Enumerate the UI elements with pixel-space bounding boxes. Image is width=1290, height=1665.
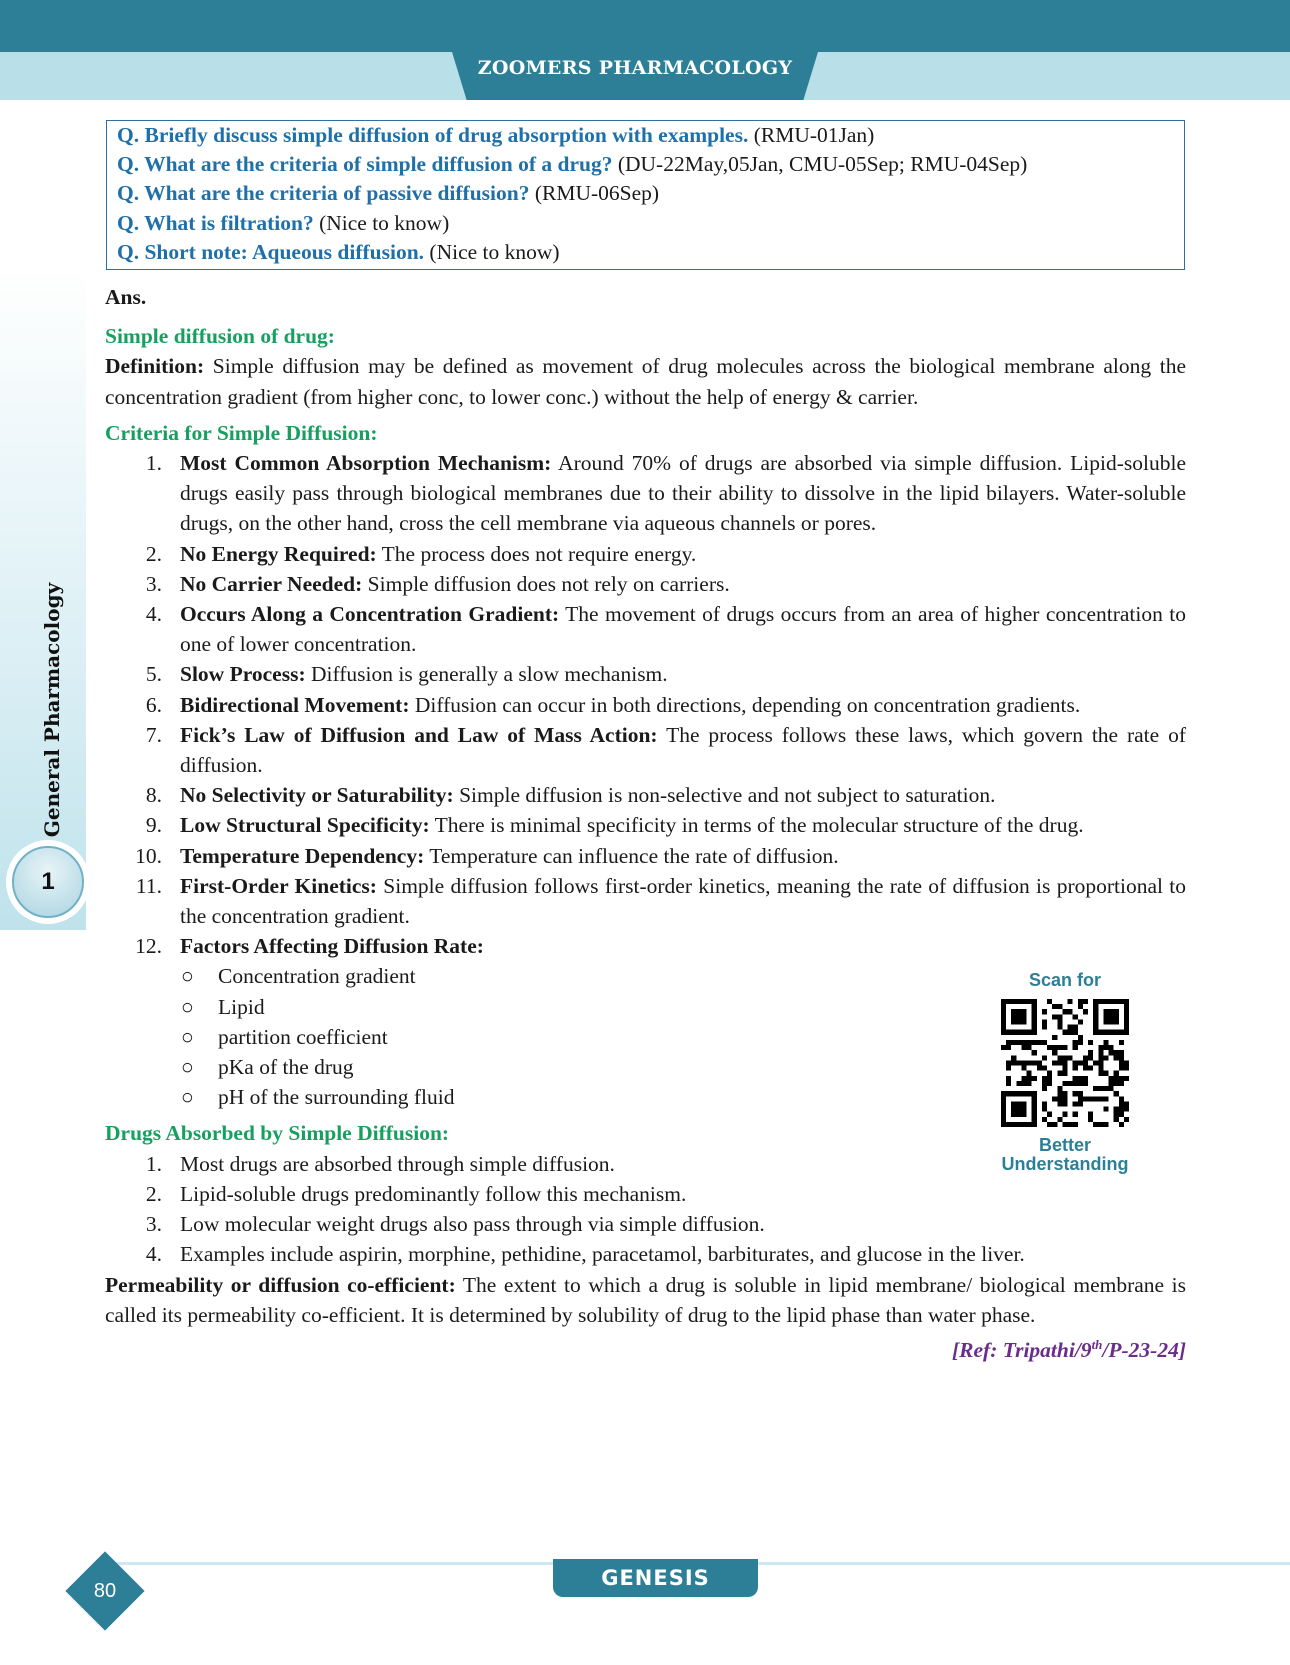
item-text: partition coefficient <box>218 1024 388 1049</box>
list-item <box>105 569 1186 599</box>
question-line <box>117 121 1184 150</box>
item-text: Around 70% of drugs are absorbed via simple diffusion. Lipid-soluble drugs easily pass through biological membranes due to their ability to dissolve in the lipid bilayers. Water-soluble drugs, on the other hand, cross the cell membrane via aqueous channels or pores. <box>180 451 1186 536</box>
item-text: The process does not require energy. <box>376 541 697 566</box>
book-title: ZOOMERS PHARMACOLOGY <box>477 57 793 79</box>
item-label: Factors Affecting Diffusion Rate: <box>180 934 484 959</box>
item-number: 7. <box>145 722 162 747</box>
qr-caption-top: Scan for <box>1028 970 1102 990</box>
item-number: 3. <box>145 571 162 596</box>
header-top-bar <box>0 0 1290 52</box>
item-text: The process follows these laws, which govern the rate of diffusion. <box>180 722 1186 778</box>
item-label: Slow Process: <box>180 662 306 687</box>
question-text: Q. Briefly discuss simple diffusion of drug absorption with examples. <box>117 123 749 147</box>
item-text: Simple diffusion does not rely on carriers. <box>362 571 730 596</box>
page-number: 80 <box>93 1580 117 1602</box>
answer-content <box>105 282 1186 1365</box>
reference-superscript: th <box>1091 1336 1103 1352</box>
item-text: Examples include aspirin, morphine, pethidine, paracetamol, barbiturates, and glucose in the liver. <box>180 1242 1025 1267</box>
bullet-icon: ○ <box>181 994 194 1019</box>
question-source: (Nice to know) <box>313 210 450 235</box>
item-text: Lipid <box>218 994 265 1019</box>
list-item <box>105 659 1186 689</box>
permeability-paragraph <box>105 1270 1186 1330</box>
item-label: No Carrier Needed: <box>180 571 363 596</box>
item-number: 2. <box>145 1181 162 1206</box>
heading-drugs-absorbed: Drugs Absorbed by Simple Diffusion: <box>105 1121 450 1146</box>
item-number: 2. <box>145 541 162 566</box>
bullet-icon: ○ <box>181 1085 194 1110</box>
item-number: 1. <box>145 1151 162 1176</box>
question-source: (RMU-01Jan) <box>748 123 875 147</box>
item-number: 4. <box>145 602 162 627</box>
list-item <box>105 1209 1186 1239</box>
list-item <box>105 448 1186 539</box>
chapter-badge: 1 <box>12 846 84 918</box>
item-label: First-Order Kinetics: <box>180 873 377 898</box>
item-label: Temperature Dependency: <box>180 843 425 868</box>
question-line <box>117 209 1184 238</box>
reference-pages: /P-23-24] <box>1102 1338 1186 1363</box>
qr-caption-bottom: Better <box>1038 1135 1091 1155</box>
answer-label: Ans. <box>105 285 147 309</box>
item-text: Concentration gradient <box>218 964 416 989</box>
heading-criteria: Criteria for Simple Diffusion: <box>105 420 378 445</box>
qr-caption-bottom-2: Understanding <box>1001 1154 1129 1174</box>
bullet-icon: ○ <box>181 1055 194 1080</box>
item-text: Diffusion is generally a slow mechanism. <box>305 662 668 687</box>
item-label: No Energy Required: <box>180 541 377 566</box>
question-line <box>117 238 1184 267</box>
list-item <box>105 871 1186 931</box>
item-number: 12. <box>135 934 162 959</box>
bullet-icon: ○ <box>181 964 194 989</box>
item-label: No Selectivity or Saturability: <box>180 783 454 808</box>
question-source: (Nice to know) <box>424 239 560 264</box>
list-item <box>105 780 1186 810</box>
heading-simple-diffusion: Simple diffusion of drug: <box>105 324 335 349</box>
item-label: Low Structural Specificity: <box>180 813 430 838</box>
item-number: 6. <box>145 692 162 717</box>
question-text: Q. Short note: Aqueous diffusion. <box>117 239 425 264</box>
definition-text: Simple diffusion may be defined as movement of drug molecules across the biological membrane along the concentration gradient (from higher conc, to lower conc.) without the help of energy & carrier. <box>105 354 1186 409</box>
list-item <box>105 841 1186 871</box>
list-item <box>105 599 1186 659</box>
question-text: Q. What are the criteria of passive diffusion? <box>117 181 530 206</box>
item-text: Simple diffusion is non-selective and not subject to saturation. <box>453 783 996 808</box>
item-text: Simple diffusion follows first-order kinetics, meaning the rate of diffusion is proportional to the concentration gradient. <box>180 873 1186 929</box>
bullet-icon: ○ <box>181 1024 194 1049</box>
question-text: Q. What is filtration? <box>117 210 314 235</box>
item-text: Temperature can influence the rate of diffusion. <box>424 843 839 868</box>
list-item <box>105 539 1186 569</box>
item-text: There is minimal specificity in terms of the molecular structure of the drug. <box>429 813 1084 838</box>
item-label: Most Common Absorption Mechanism: <box>180 451 552 476</box>
question-box <box>106 120 1185 270</box>
section-label: General Pharmacology <box>40 582 64 838</box>
item-text: Low molecular weight drugs also pass through via simple diffusion. <box>180 1212 765 1237</box>
question-line <box>117 150 1184 179</box>
item-number: 8. <box>145 783 162 808</box>
footer-brand: GENESIS <box>553 1559 758 1597</box>
item-text: Lipid-soluble drugs predominantly follow this mechanism. <box>180 1181 687 1206</box>
list-item <box>105 690 1186 720</box>
question-text: Q. What are the criteria of simple diffusion of a drug? <box>117 152 613 177</box>
item-label: Bidirectional Movement: <box>180 692 410 717</box>
definition-paragraph <box>105 351 1186 411</box>
criteria-list <box>105 448 1186 961</box>
item-number: 9. <box>145 813 162 838</box>
item-text: Most drugs are absorbed through simple diffusion. <box>180 1151 615 1176</box>
question-source: (DU-22May,05Jan, CMU-05Sep; RMU-04Sep) <box>612 152 1028 177</box>
item-number: 3. <box>145 1212 162 1237</box>
item-number: 11. <box>135 873 162 898</box>
qr-code-icon[interactable] <box>1001 999 1129 1127</box>
item-text: pH of the surrounding fluid <box>218 1085 455 1110</box>
item-number: 10. <box>135 843 162 868</box>
permeability-text: The extent to which a drug is soluble in lipid membrane/ biological membrane is called its permeability co-efficient. It is determined by solubility of drug to the lipid phase than water phase. <box>105 1272 1186 1327</box>
question-line <box>117 179 1184 208</box>
question-source: (RMU-06Sep) <box>529 181 660 206</box>
list-item <box>105 1179 1186 1209</box>
qr-block <box>985 970 1145 1174</box>
definition-label: Definition: <box>105 354 205 379</box>
reference <box>105 1330 1186 1365</box>
reference-text: [Ref: Tripathi/9 <box>952 1338 1092 1363</box>
item-text: The movement of drugs occurs from an area of higher concentration to one of lower concentration. <box>180 602 1186 657</box>
permeability-label: Permeability or diffusion co-efficient: <box>105 1272 456 1297</box>
list-item <box>105 1239 1186 1269</box>
list-item <box>105 810 1186 840</box>
list-item <box>105 720 1186 780</box>
item-label: Fick’s Law of Diffusion and Law of Mass Action: <box>180 722 658 747</box>
item-text: Diffusion can occur in both directions, depending on concentration gradients. <box>409 692 1081 717</box>
list-item <box>105 931 1186 961</box>
item-number: 4. <box>145 1242 162 1267</box>
item-label: Occurs Along a Concentration Gradient: <box>180 602 560 627</box>
item-number: 5. <box>145 662 162 687</box>
item-number: 1. <box>145 451 162 476</box>
item-text: pKa of the drug <box>218 1055 354 1080</box>
